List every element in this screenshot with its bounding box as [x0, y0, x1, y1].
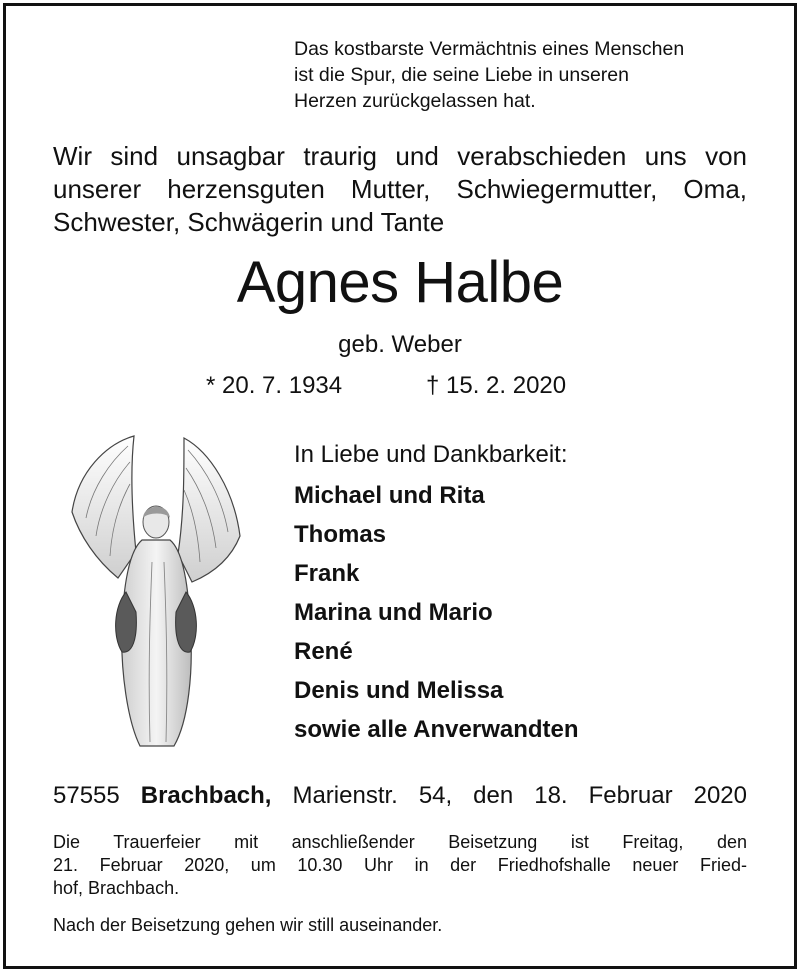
death-date: † 15. 2. 2020	[426, 372, 567, 399]
service-line: Die Trauerfeier mit anschließender Beisetzung ist Freitag, den	[53, 832, 747, 852]
memorial-quote	[294, 36, 684, 114]
closing-note: Nach der Beisetzung gehen wir still auseinander.	[53, 915, 443, 935]
deceased-name: Agnes Halbe	[236, 250, 564, 315]
birth-date: * 20. 7. 1934	[206, 372, 343, 399]
mourner-name: sowie alle Anverwandten	[294, 716, 579, 743]
address-zip: 57555	[53, 782, 120, 809]
mourners-list	[294, 476, 579, 749]
birth-name: geb. Weber	[338, 331, 462, 358]
quote-line: ist die Spur, die seine Liebe in unseren	[294, 64, 629, 86]
mourner-name: Marina und Mario	[294, 599, 493, 626]
address-rest: Marienstr. 54, den 18. Februar 2020	[292, 782, 747, 809]
address-town: Brachbach,	[140, 782, 272, 809]
address-line	[53, 781, 747, 811]
quote-line: Das kostbarste Vermächtnis eines Menschen	[294, 38, 685, 60]
service-line: 21. Februar 2020, um 10.30 Uhr in der Friedhofshalle neuer Fried-	[53, 855, 747, 875]
intro-text	[53, 140, 747, 239]
service-line: hof, Brachbach.	[53, 878, 180, 898]
intro-line: unserer herzensguten Mutter, Schwiegermutter, Oma,	[53, 174, 747, 204]
angel-illustration-icon	[66, 432, 246, 750]
mourner-name: Denis und Melissa	[294, 677, 504, 704]
intro-line: Schwester, Schwägerin und Tante	[53, 207, 445, 237]
mourners-intro: In Liebe und Dankbarkeit:	[294, 441, 568, 468]
mourner-name: René	[294, 638, 353, 665]
service-info	[53, 831, 747, 900]
mourner-name: Frank	[294, 560, 360, 587]
intro-line: Wir sind unsagbar traurig und verabschieden uns von	[53, 141, 747, 171]
quote-line: Herzen zurückgelassen hat.	[294, 90, 536, 112]
mourner-name: Michael und Rita	[294, 482, 485, 509]
mourner-name: Thomas	[294, 521, 387, 548]
